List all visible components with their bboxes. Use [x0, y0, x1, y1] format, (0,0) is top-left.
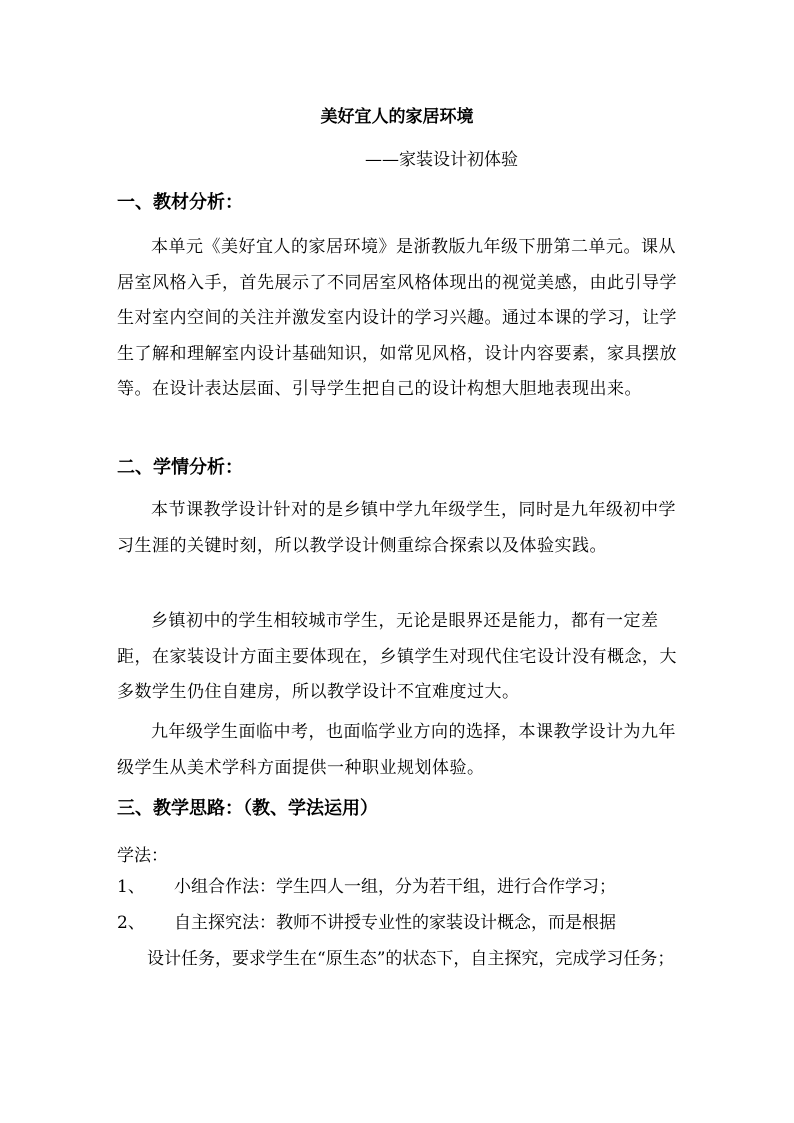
list-item-number: 1、	[117, 877, 145, 897]
list-item	[117, 906, 677, 942]
document-subtitle: ——家装设计初体验	[365, 150, 518, 170]
list-item-text: 自主探究法：教师不讲授专业性的家装设计概念，而是根据	[174, 913, 616, 933]
section-heading-student-analysis: 二、学情分析：	[117, 457, 243, 478]
paragraph-student-analysis-3: 九年级学生面临中考，也面临学业方向的选择，本课教学设计为九年级学生从美术学科方面提供一种职业规划体验。	[117, 722, 676, 778]
list-item-continuation: 设计任务，要求学生在“原生态”的状态下，自主探究，完成学习任务；	[147, 949, 675, 969]
list-item-text: 小组合作法：学生四人一组，分为若干组，进行合作学习；	[174, 877, 616, 897]
list-item-number: 2、	[117, 913, 145, 933]
section-heading-textbook-analysis: 一、教材分析：	[117, 192, 243, 213]
section-heading-teaching-approach: 三、教学思路：（教、学法运用）	[117, 798, 378, 819]
paragraph-student-analysis-1: 本节课教学设计针对的是乡镇中学九年级学生，同时是九年级初中学习生涯的关键时刻，所以教学设计侧重综合探索以及体验实践。	[117, 500, 676, 556]
document-title: 美好宜人的家居环境	[320, 107, 474, 127]
list-item	[117, 870, 677, 906]
paragraph-textbook-analysis: 本单元《美好宜人的家居环境》是浙教版九年级下册第二单元。课从居室风格入手，首先展示了不同居室风格体现出的视觉美感，由此引导学生对室内空间的关注并激发室内设计的学习兴趣。通过本课的学习，让学生了解和理解室内设计基础知识，如常见风格，设计内容要素，家具摆放等。在设计表达层面、引导学生把自己的设计构想大胆地表现出来。	[117, 237, 677, 399]
paragraph-student-analysis-2: 乡镇初中的学生相较城市学生，无论是眼界还是能力，都有一定差距，在家装设计方面主要体现在，乡镇学生对现代住宅设计没有概念，大多数学生仍住自建房，所以教学设计不宜难度过大。	[117, 611, 677, 702]
learning-methods-label: 学法：	[117, 846, 168, 866]
